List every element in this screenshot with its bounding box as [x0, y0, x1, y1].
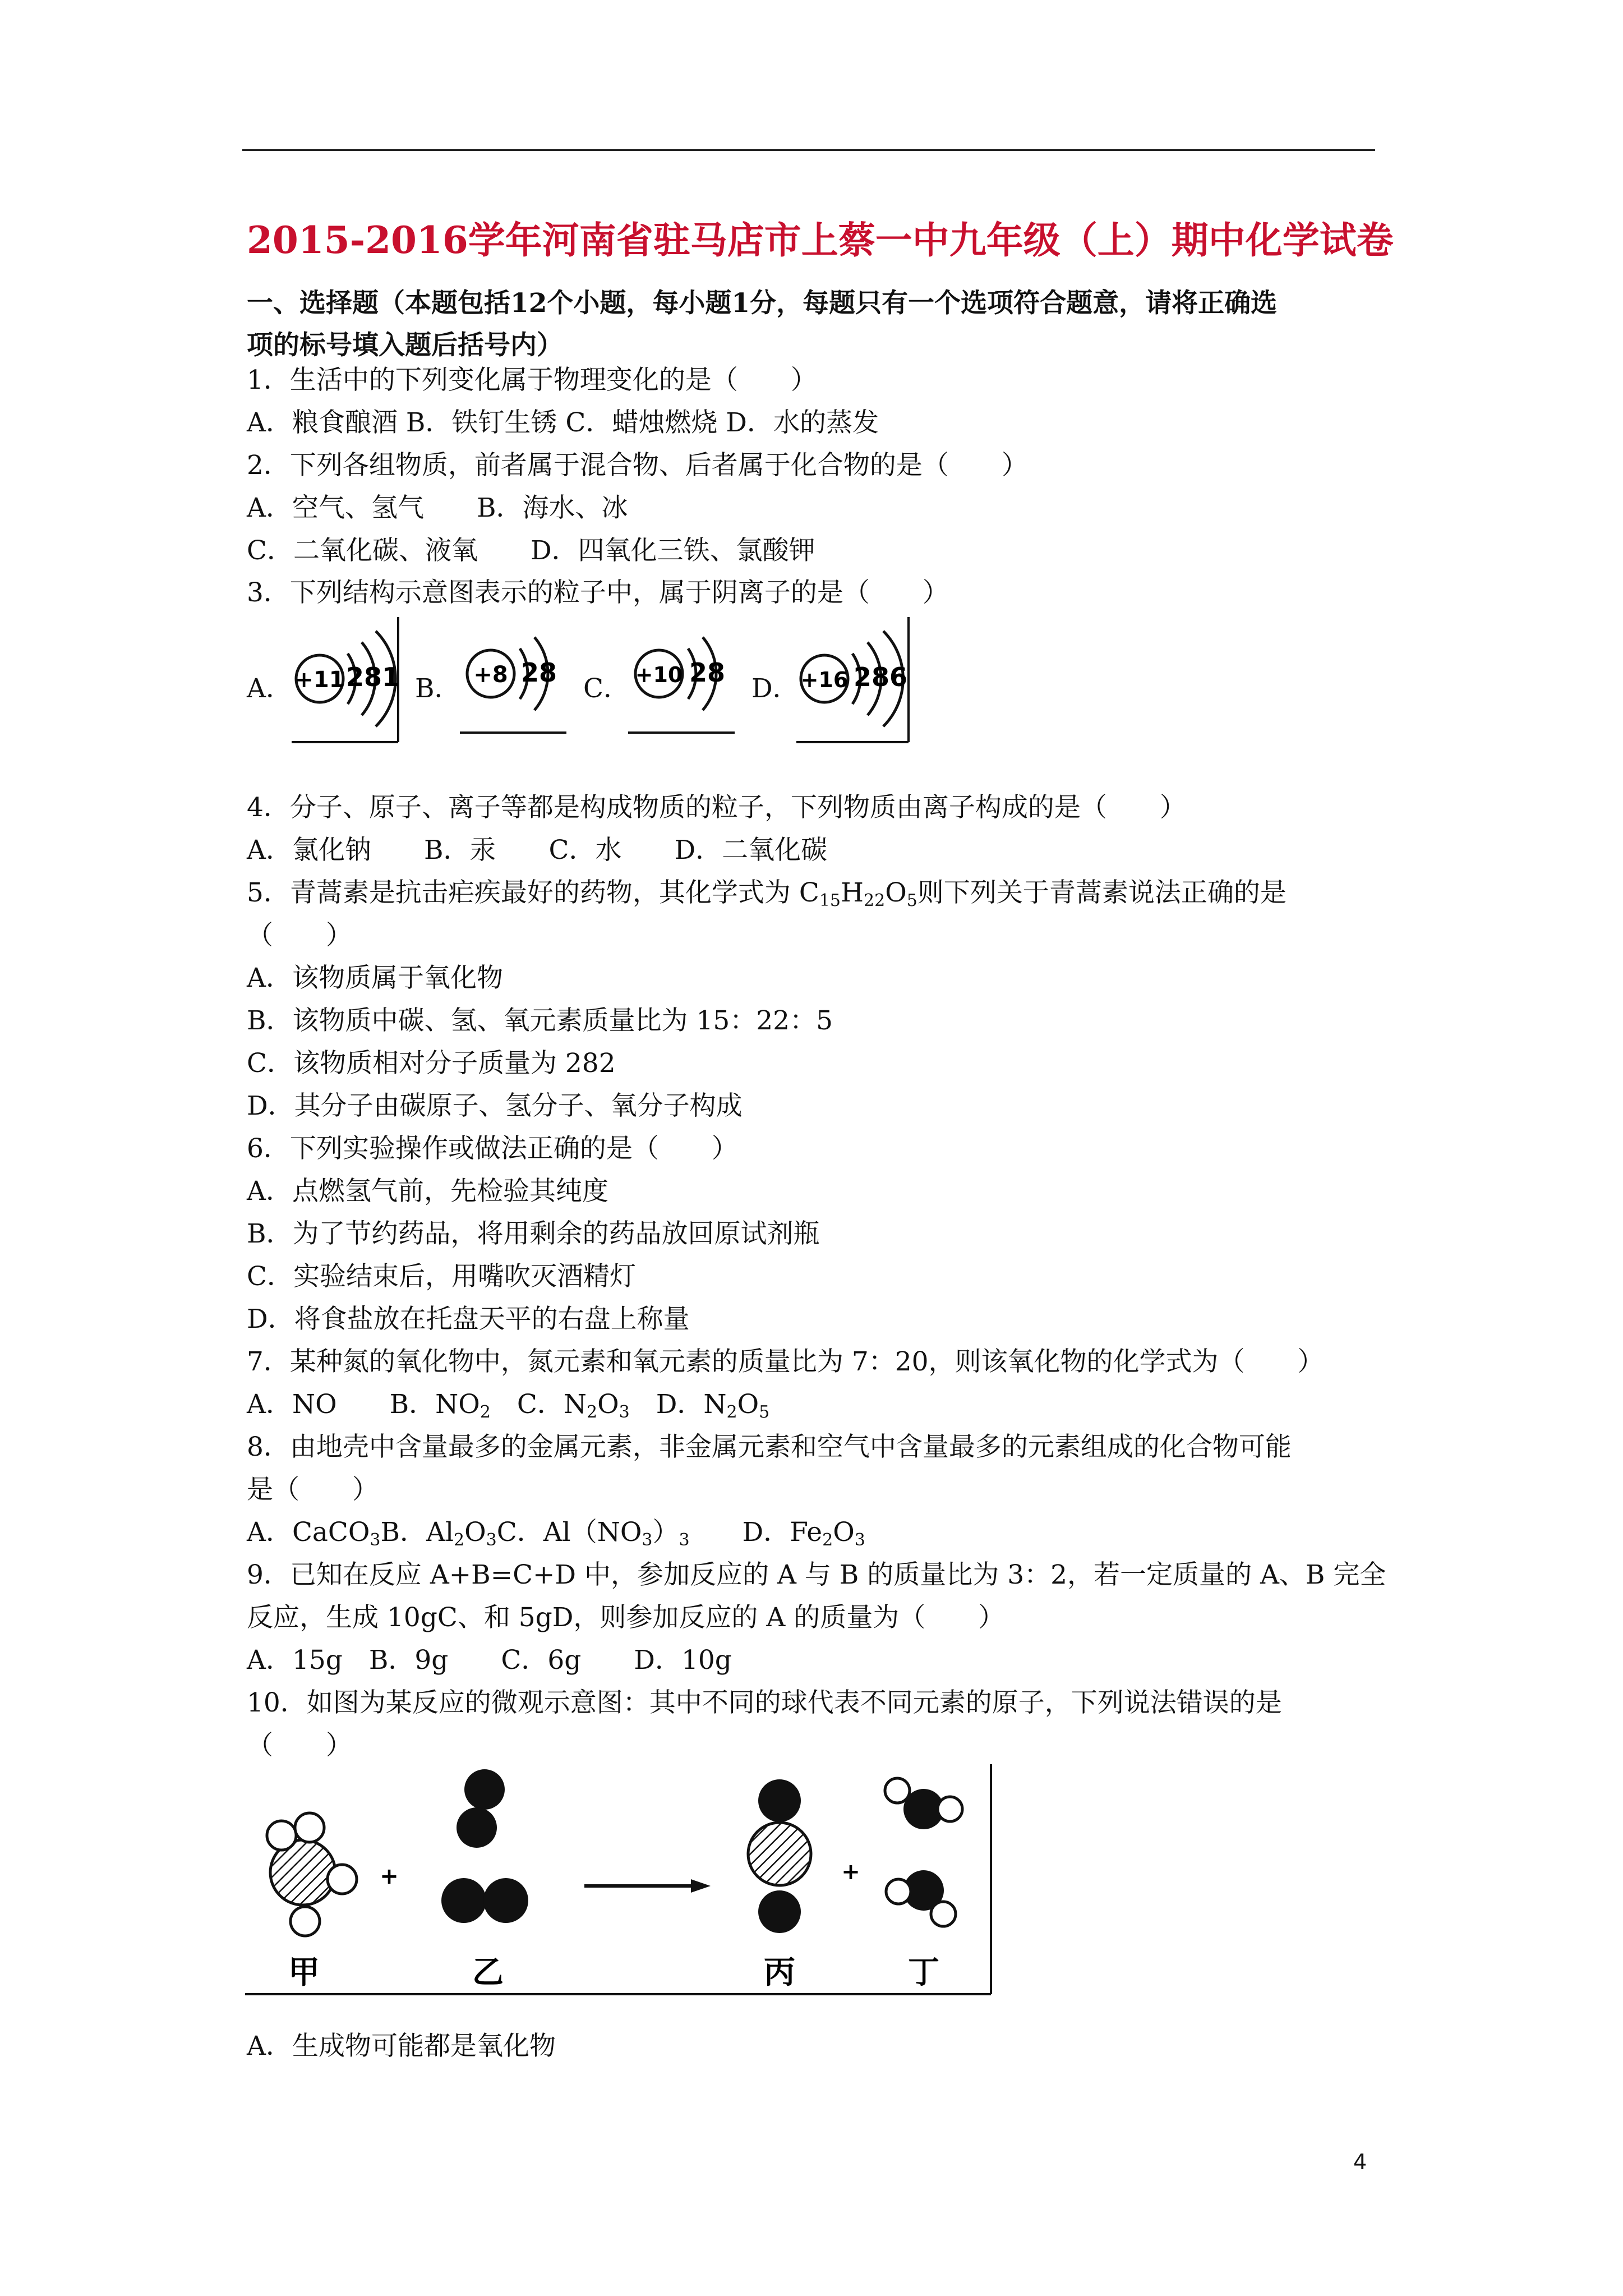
nucleus-charge: +8: [473, 662, 508, 688]
q5-option-a: A．该物质属于氧化物: [247, 963, 503, 993]
shell-electrons: 286: [853, 662, 908, 692]
page-title: 2015-2016学年河南省驻马店市上蔡一中九年级（上）期中化学试卷: [247, 218, 1394, 262]
q5-stem: 5．青蒿素是抗击疟疾最好的药物，其化学式为 $C_{15}H_{22}O_5$则下列关于青蒿素说法正确的是: [247, 877, 1287, 910]
q8-options: A．CaCO$_3$B．$Al_2O_3C$．$Al(NO_3)_3$ D．$Fe_2O_3$: [247, 1517, 865, 1550]
q5-option-c: C．该物质相对分子质量为 282: [247, 1048, 616, 1079]
q5-option-d: D．其分子由碳原子、氢分子、氧分子构成: [247, 1091, 743, 1121]
q6-option-c: C．实验结束后，用嘴吹灭酒精灯: [247, 1261, 636, 1292]
label-bing: 丙: [764, 1954, 795, 1991]
molecule-ding: [885, 1778, 962, 1926]
molecule-bing: [748, 1779, 811, 1933]
header-rule: [242, 149, 1375, 151]
nucleus-charge: +16: [800, 668, 849, 692]
label-yi: 乙: [472, 1954, 504, 1991]
atom-structure-diagram: [289, 614, 401, 744]
q10-option-a: A．生成物可能都是氧化物: [247, 2031, 556, 2062]
atom-structure-diagram: [457, 614, 569, 744]
q9-options: A．15g B．9g C．6g D．10g: [247, 1645, 732, 1676]
q1-stem: 1．生活中的下列变化属于物理变化的是（ ）: [247, 365, 817, 395]
q3-option-label: B．: [415, 673, 461, 704]
section-heading: [247, 282, 1380, 366]
nucleus-charge: +10: [635, 662, 683, 687]
q5-answer-paren: （ ）: [247, 920, 352, 951]
reaction-arrow-icon: [584, 1879, 711, 1893]
reaction-micro-diagram: [242, 1761, 994, 1997]
shell-electrons: 28: [689, 657, 726, 688]
q2-stem: 2．下列各组物质，前者属于混合物、后者属于化合物的是（ ）: [247, 450, 1028, 481]
q10-stem-1: 10．如图为某反应的微观示意图：其中不同的球代表不同元素的原子，下列说法错误的是: [247, 1687, 1282, 1718]
label-jia: 甲: [288, 1954, 320, 1991]
q3-option-label: A．: [247, 673, 292, 704]
q6-option-a: A．点燃氢气前，先检验其纯度: [247, 1176, 608, 1207]
q3-option-label: C．: [583, 673, 630, 704]
plus-sign: +: [841, 1859, 860, 1885]
q2-options-1: A．空气、氢气 B．海水、冰: [247, 493, 628, 523]
q3-option-label: D．: [751, 673, 799, 704]
q8-stem-1: 8．由地壳中含量最多的金属元素，非金属元素和空气中含量最多的元素组成的化合物可能: [247, 1432, 1292, 1462]
q9-stem-2: 反应，生成 10gC、和 5gD，则参加反应的 A 的质量为（ ）: [247, 1602, 1005, 1633]
molecule-yi: [441, 1769, 528, 1923]
q4-stem: 4．分子、原子、离子等都是构成物质的粒子，下列物质由离子构成的是（ ）: [247, 792, 1186, 823]
q3-structure-diagrams: [247, 614, 976, 749]
q6-stem: 6．下列实验操作或做法正确的是（ ）: [247, 1133, 738, 1164]
page-number: 4: [1353, 2150, 1367, 2174]
molecule-jia: [267, 1813, 357, 1936]
q10-stem-2: （ ）: [247, 1730, 352, 1761]
section-heading-line-2: 项的标号填入题后括号内）: [247, 330, 563, 361]
q7-stem: 7．某种氮的氧化物中，氮元素和氧元素的质量比为 7：20，则该氧化物的化学式为（ ）: [247, 1346, 1324, 1377]
q6-option-d: D．将食盐放在托盘天平的右盘上称量: [247, 1304, 690, 1335]
shell-electrons: 28: [520, 657, 557, 688]
q8-stem-2: 是（ ）: [247, 1474, 379, 1505]
atom-structure-diagram: [794, 614, 911, 744]
label-ding: 丁: [908, 1954, 939, 1991]
plus-sign: +: [380, 1864, 399, 1889]
section-heading-line-1: 一、选择题（本题包括12个小题，每小题1分，每题只有一个选项符合题意，请将正确选: [247, 288, 1278, 319]
q9-stem-1: 9．已知在反应 A+B=C+D 中，参加反应的 A 与 B 的质量比为 3：2，若一定质量的 A、B 完全: [247, 1559, 1386, 1590]
q1-options: A．粮食酿酒 B．铁钉生锈 C．蜡烛燃烧 D．水的蒸发: [247, 407, 879, 438]
atom-structure-diagram: [625, 614, 737, 744]
q2-options-2: C．二氧化碳、液氧 D．四氧化三铁、氯酸钾: [247, 535, 815, 566]
q5-option-b: B．该物质中碳、氢、氧元素质量比为 15：22：5: [247, 1005, 833, 1036]
shell-electrons: 281: [345, 662, 400, 692]
q6-option-b: B．为了节约药品，将用剩余的药品放回原试剂瓶: [247, 1218, 820, 1249]
q4-options: A．氯化钠 B．汞 C．水 D．二氧化碳: [247, 835, 828, 866]
nucleus-charge: +11: [294, 667, 345, 693]
q3-stem: 3．下列结构示意图表示的粒子中，属于阴离子的是（ ）: [247, 577, 949, 608]
q7-options: A．NO B．$NO_2$ C．$N_2O_3$ D．$N_2O_5$: [247, 1389, 770, 1422]
